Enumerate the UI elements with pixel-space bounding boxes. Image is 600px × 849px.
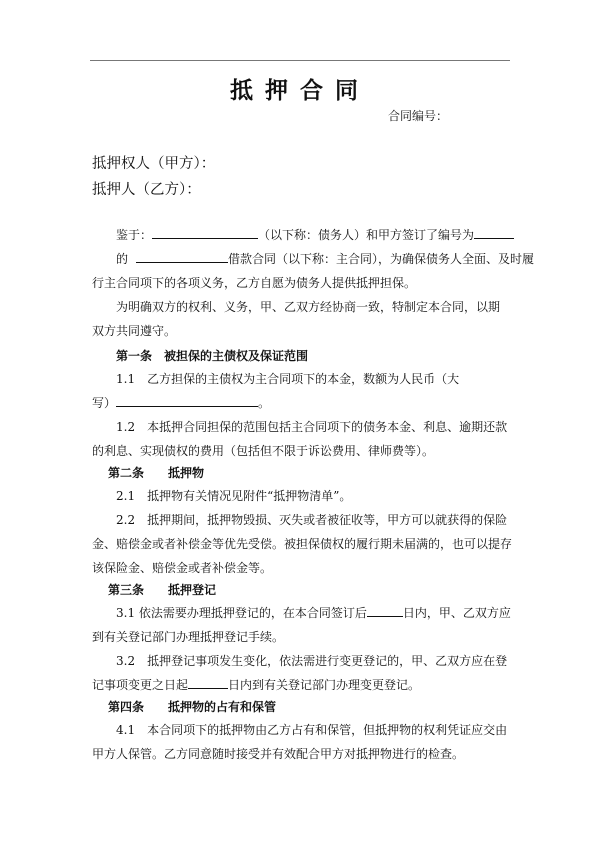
contract-number-blank: [474, 226, 514, 239]
clause-text: 。: [258, 396, 271, 410]
clause-text: 3.2 抵押登记事项发生变化，依法需进行变更登记的，甲、乙双方应在登: [116, 654, 508, 668]
clause-text: 2.1 抵押物有关情况见附件“抵押物清单”。: [116, 489, 352, 503]
top-rule: [90, 60, 510, 61]
clause-text: 日内到有关登记部门办理变更登记。: [228, 678, 421, 692]
clause-1-2: [92, 415, 514, 463]
article-4-heading: 第四条 抵押物的占有和保管: [108, 700, 277, 714]
registration-days-blank: [367, 604, 403, 617]
recital-text: 的: [116, 252, 129, 266]
purpose-text: 为明确双方的权利、义务，甲、乙双方经协商一致，特制定本合同，以期: [116, 300, 501, 314]
clause-2-1: [92, 484, 514, 508]
clause-text: 日内，甲、乙双方应: [402, 606, 511, 620]
article-3-heading: 第三条 抵押登记: [108, 583, 217, 597]
clause-text: 该保险金、赔偿金或者补偿金等。: [92, 561, 273, 575]
document-title: 抵押合同: [230, 78, 370, 104]
clause-text: 3.1 依法需要办理抵押登记的，在本合同签订后: [116, 606, 367, 620]
mortgagee-label: 抵押权人（甲方）：: [92, 156, 216, 172]
clause-text: 1.2 本抵押合同担保的范围包括主合同项下的债务本金、利息、逾期还款: [116, 420, 508, 434]
clause-text: 4.1 本合同项下的抵押物由乙方占有和保管，但抵押物的权利凭证应交由: [116, 723, 508, 737]
mortgagor-label: 抵押人（乙方）：: [92, 182, 201, 198]
change-days-blank: [188, 676, 228, 689]
recital-text: （以下称：债务人）和甲方签订了编号为: [258, 228, 475, 242]
purpose-paragraph: [92, 295, 514, 343]
clause-text: 记事项变更之日起: [92, 678, 189, 692]
recital-text: 鉴于：: [116, 228, 153, 242]
article-2-heading: 第二条 抵押物: [108, 466, 205, 480]
clause-4-1: [92, 718, 514, 766]
debtor-blank: [152, 226, 258, 239]
contract-number-label: 合同编号：: [388, 109, 449, 123]
clause-3-2: [92, 649, 514, 697]
purpose-text: 双方共同遵守。: [92, 324, 177, 338]
article-1-heading: 第一条 被担保的主债权及保证范围: [116, 349, 309, 363]
clause-text: 金、赔偿金或者补偿金等优先受偿。被担保债权的履行期未届满的，也可以提存: [92, 537, 513, 551]
clause-text: 甲方人保管。乙方同意随时接受并有效配合甲方对抵押物进行的检查。: [92, 747, 465, 761]
clause-text: 1.1 乙方担保的主债权为主合同项下的本金，数额为人民币（大: [116, 372, 460, 386]
clause-3-1: [92, 601, 514, 649]
clause-text: 的利息、实现债权的费用（包括但不限于诉讼费用、律师费等）。: [92, 444, 435, 458]
clause-2-2: [92, 508, 514, 580]
loan-contract-blank: [136, 250, 228, 263]
clause-1-1: [92, 367, 514, 415]
amount-in-words-blank: [116, 394, 258, 407]
recital-text: 行主合同项下的各项义务，乙方自愿为债务人提供抵押担保。: [92, 276, 417, 290]
clause-text: 到有关登记部门办理抵押登记手续。: [92, 630, 285, 644]
clause-text: 2.2 抵押期间，抵押物毁损、灭失或者被征收等，甲方可以就获得的保险: [116, 513, 508, 527]
recital-paragraph: [92, 223, 535, 295]
clause-text: 写）: [92, 396, 117, 410]
recital-text: 借款合同（以下称：主合同），为确保债务人全面、及时履: [228, 252, 535, 266]
